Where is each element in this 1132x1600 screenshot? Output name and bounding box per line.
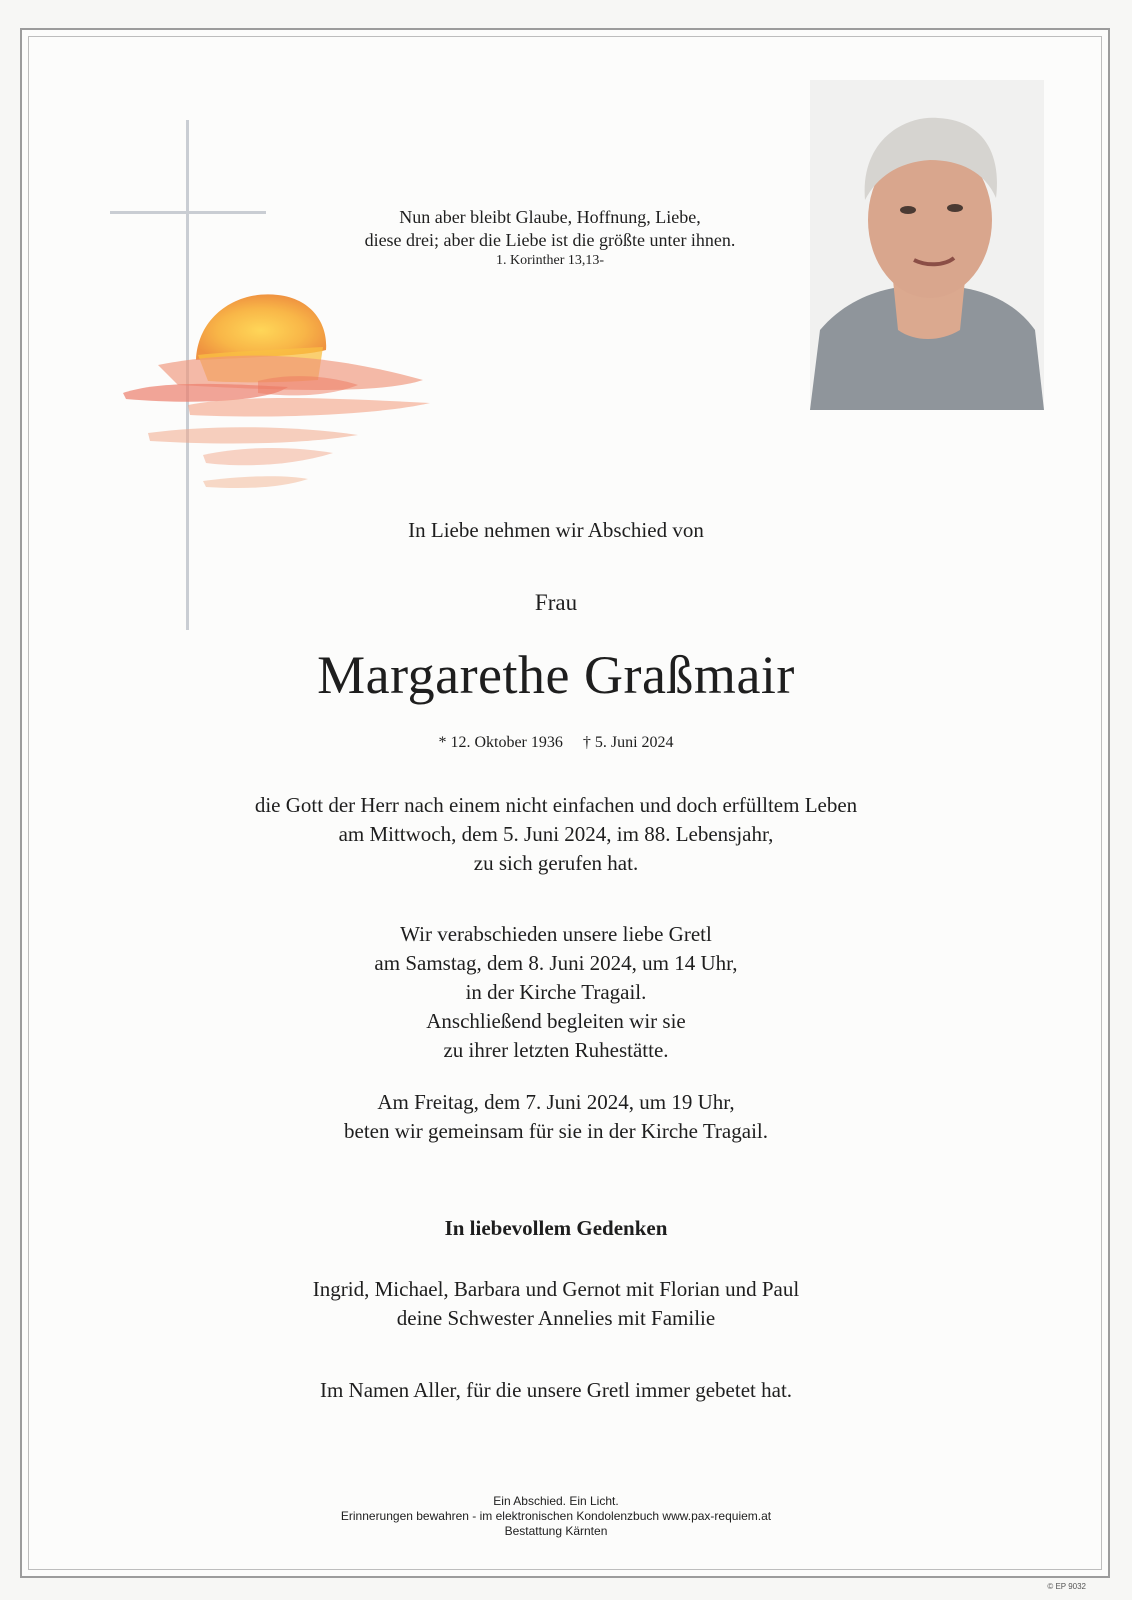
verse-line-1: Nun aber bleibt Glaube, Hoffnung, Liebe, bbox=[399, 207, 701, 227]
text-line: die Gott der Herr nach einem nicht einfachen und doch erfülltem Leben bbox=[254, 793, 858, 817]
text-line: Anschließend begleiten wir sie bbox=[426, 1009, 686, 1033]
death-notice-paragraph bbox=[0, 791, 1112, 878]
footer bbox=[0, 1494, 1112, 1539]
text-line: zu sich gerufen hat. bbox=[473, 851, 639, 875]
cloud-stroke bbox=[203, 476, 308, 488]
text-line: zu ihrer letzten Ruhestätte. bbox=[443, 1038, 669, 1062]
text-line: in der Kirche Tragail. bbox=[465, 980, 647, 1004]
cloud-stroke bbox=[203, 448, 333, 465]
deceased-name: Margarethe Graßmair bbox=[317, 645, 795, 705]
sunset-watercolor-illustration bbox=[118, 285, 438, 505]
text-line: Wir verabschieden unsere liebe Gretl bbox=[400, 922, 712, 946]
mourner-line: Ingrid, Michael, Barbara und Gernot mit Florian und Paul bbox=[312, 1277, 800, 1301]
text-line: am Samstag, dem 8. Juni 2024, um 14 Uhr, bbox=[374, 951, 738, 975]
footer-line-3: Bestattung Kärnten bbox=[504, 1524, 608, 1538]
funeral-paragraph bbox=[0, 920, 1112, 1065]
life-dates bbox=[0, 734, 1112, 752]
portrait-photo bbox=[810, 80, 1044, 410]
salutation: Frau bbox=[534, 590, 578, 615]
text-line: Am Freitag, dem 7. Juni 2024, um 19 Uhr, bbox=[377, 1090, 735, 1114]
cloud-stroke bbox=[188, 398, 430, 417]
eye-right bbox=[947, 204, 963, 212]
verse-reference: 1. Korinther 13,13- bbox=[495, 253, 605, 268]
closing-line: Im Namen Aller, für die unsere Gretl immer gebetet hat. bbox=[319, 1378, 793, 1402]
prayer-paragraph bbox=[0, 1088, 1112, 1146]
text-line: beten wir gemeinsam für sie in der Kirche Tragail. bbox=[344, 1119, 768, 1143]
cloud-stroke bbox=[148, 427, 358, 443]
intro-text: In Liebe nehmen wir Abschied von bbox=[408, 518, 704, 542]
death-date: † 5. Juni 2024 bbox=[582, 734, 674, 751]
footer-line-1: Ein Abschied. Ein Licht. bbox=[493, 1494, 619, 1508]
cross-horizontal-bar bbox=[110, 211, 266, 214]
bible-verse bbox=[330, 206, 770, 270]
mourners-list bbox=[0, 1275, 1112, 1333]
footer-line-2: Erinnerungen bewahren - im elektronischen Kondolenzbuch www.pax-requiem.at bbox=[340, 1509, 772, 1523]
verse-line-2: diese drei; aber die Liebe ist die größte unter ihnen. bbox=[364, 230, 736, 250]
mourner-line: deine Schwester Annelies mit Familie bbox=[396, 1306, 716, 1330]
eye-left bbox=[900, 206, 916, 214]
ep-code: © EP 9032 bbox=[1047, 1582, 1086, 1591]
text-line: am Mittwoch, dem 5. Juni 2024, im 88. Lebensjahr, bbox=[338, 822, 774, 846]
birth-date: * 12. Oktober 1936 bbox=[438, 734, 563, 751]
closing-heading: In liebevollem Gedenken bbox=[444, 1216, 668, 1240]
